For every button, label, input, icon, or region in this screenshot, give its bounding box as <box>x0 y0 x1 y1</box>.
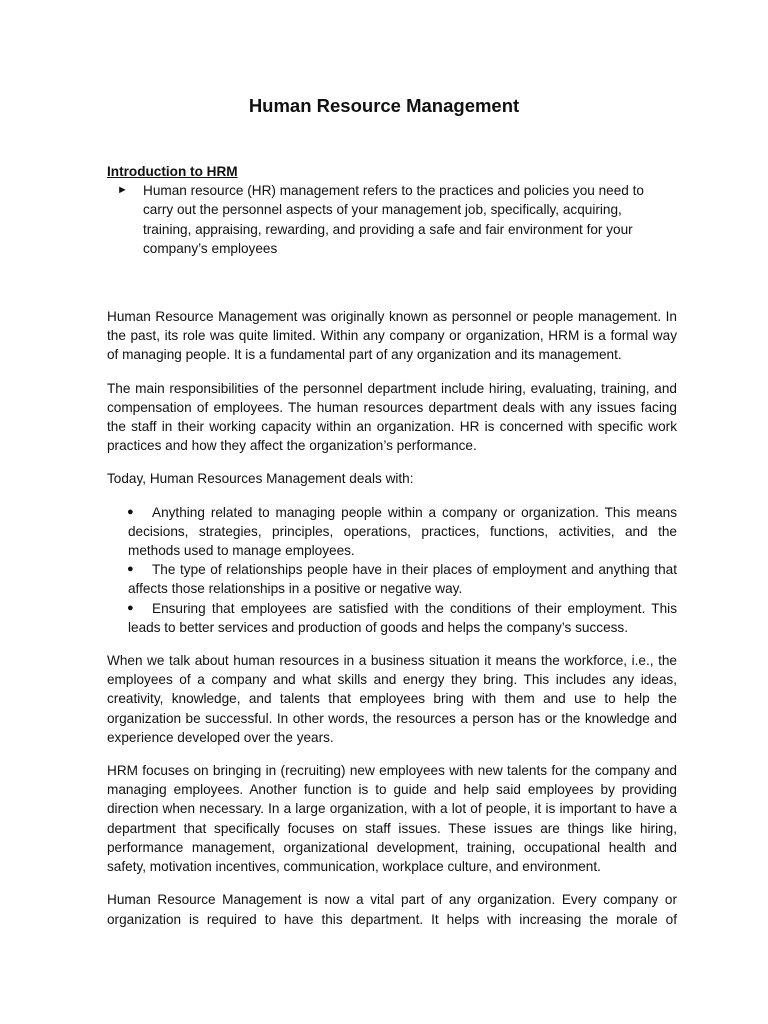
section-spacer <box>107 258 677 307</box>
arrow-bullet-icon: ► <box>117 184 128 197</box>
paragraph: Today, Human Resources Management deals with: <box>107 471 414 487</box>
list-item-text: Anything related to managing people within a company or organization. This means decisions, strategies, principles, operations, practices, functions, activities, and the methods used to manage employees. <box>128 504 677 559</box>
document-body <box>107 162 677 929</box>
intro-bullet-text: Human resource (HR) management refers to the practices and policies you need to carry out the personnel aspects of your management job, specifically, acquiring, training, appraising, rewarding, and providing a safe and fair environment for your company’s employees <box>143 183 644 256</box>
document-title: Human Resource Management <box>248 95 520 116</box>
bullet-dot-icon: ● <box>127 601 134 614</box>
list-item <box>107 503 677 561</box>
list-item <box>107 560 677 598</box>
paragraph: Human Resource Management was originally known as personnel or people management. In the past, its role was quite limited. Within any company or organization, HRM is a formal way of managing people. It is a fundamental part of any organization and its management. <box>107 309 677 363</box>
list-item-text: Ensuring that employees are satisfied with the conditions of their employment. This leads to better services and production of goods and helps the company’s success. <box>128 600 677 635</box>
paragraph: HRM focuses on bringing in (recruiting) new employees with new talents for the company and managing employees. Another function is to guide and help said employees by providing direction when necessary. In a large organization, with a lot of people, it is important to have a department that specifically focuses on staff issues. These issues are things like hiring, performance management, organizational development, training, occupational health and safety, motivation incentives, communication, workplace culture, and environment. <box>107 763 677 875</box>
bullet-dot-icon: ● <box>127 563 134 576</box>
paragraph: The main responsibilities of the personnel department include hiring, evaluating, training, and compensation of employees. The human resources department deals with any issues facing the staff in their working capacity within an organization. HR is concerned with specific work practices and how they affect the organization’s performance. <box>107 380 677 454</box>
list-item <box>107 599 677 637</box>
section-heading-intro: Introduction to HRM <box>107 164 238 179</box>
list-item-text: The type of relationships people have in their places of employment and anything that affects those relationships in a positive or negative way. <box>128 562 677 597</box>
deals-with-bullet-list <box>107 503 677 637</box>
paragraph: When we talk about human resources in a business situation it means the workforce, i.e., the employees of a company and what skills and energy they bring. This includes any ideas, creativity, knowledge, and talents that employees bring with them and use to help the organization be successful. In other words, the resources a person has or the knowledge and experience developed over the years. <box>107 653 677 745</box>
intro-bullet-list <box>107 181 677 258</box>
bullet-dot-icon: ● <box>127 505 134 518</box>
paragraph-truncated: Human Resource Management is now a vital part of any organization. Every company or organization is required to have this department. It helps with increasing the morale of <box>107 892 677 927</box>
intro-bullet-item <box>107 181 677 258</box>
